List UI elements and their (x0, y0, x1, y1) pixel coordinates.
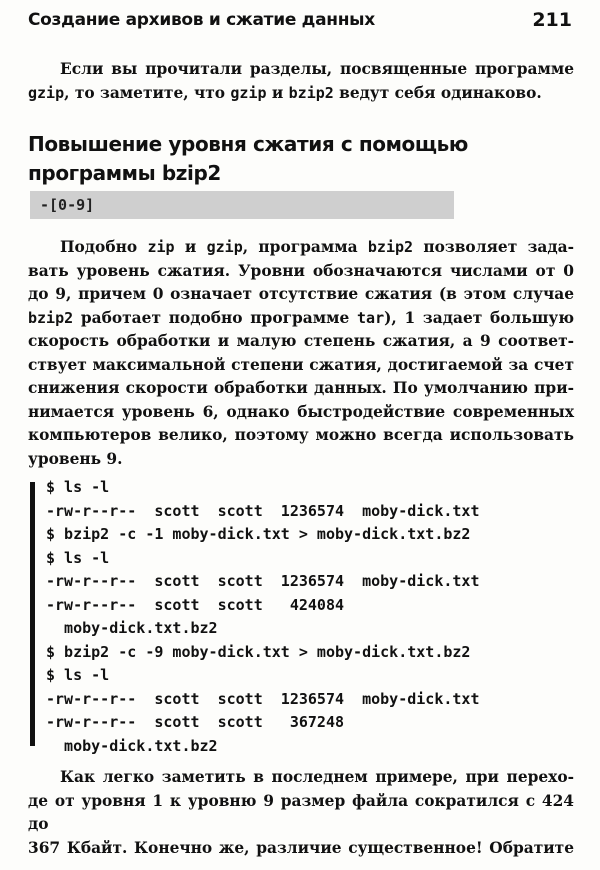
text-line (28, 330, 574, 354)
intro-line: Если вы прочитали разделы, посвященные программе (60, 60, 574, 78)
code-block (46, 476, 576, 758)
code-line: $ bzip2 -c -9 moby-dick.txt > moby-dick.txt.bz2 (46, 642, 471, 661)
running-header (28, 6, 572, 34)
heading-line: Повышение уровня сжатия с помощью (28, 132, 468, 156)
code-line: -rw-r--r-- scott scott 367248 (46, 713, 345, 731)
code-line: $ ls -l (46, 548, 110, 567)
inline-code: bzip2 (367, 238, 414, 256)
line-text: скорость обработки и малую степень сжатия, а 9 соответ- (28, 332, 574, 350)
closing-paragraph (28, 766, 574, 860)
page-number: 211 (532, 9, 572, 31)
line-text (60, 238, 574, 256)
inline-code: bzip2 (288, 83, 334, 102)
inline-code: tar (357, 308, 385, 327)
text-line (28, 283, 574, 307)
text-run: и (174, 238, 207, 256)
text-line (28, 790, 574, 837)
code-line: -rw-r--r-- scott scott 1236574 moby-dick.txt (46, 572, 480, 590)
text-line (28, 307, 574, 331)
code-line: -rw-r--r-- scott scott 424084 (46, 595, 345, 614)
inline-code: gzip (230, 83, 267, 102)
line-text: компьютеров велико, поэтому можно всегда использовать (28, 426, 574, 444)
text-run: и (266, 83, 289, 102)
intro-line (28, 82, 574, 106)
text-line (28, 377, 574, 401)
text-run: ведут себя одинаково. (333, 83, 542, 102)
code-line: -rw-r--r-- scott scott 1236574 moby-dick.txt (46, 689, 480, 708)
code-block-rule (30, 482, 35, 746)
line-text: нимается уровень 6, однако быстродействие современных (28, 402, 574, 421)
line-text: Как легко заметить в последнем примере, при перехо- (60, 768, 574, 786)
text-run: ), 1 задает большую (384, 308, 574, 327)
text-line (28, 236, 574, 260)
text-line (28, 448, 574, 472)
line-text: уровень 9. (28, 449, 123, 468)
text-line (28, 401, 574, 425)
body-paragraph (28, 236, 574, 471)
text-run: , программа (242, 238, 368, 256)
section-heading (28, 130, 574, 188)
inline-code: bzip2 (28, 308, 74, 327)
intro-paragraph (28, 58, 574, 105)
line-text (28, 309, 574, 327)
inline-code: zip (147, 238, 175, 256)
heading-line: программы bzip2 (28, 161, 221, 185)
text-run: , то заметите, что (64, 83, 231, 102)
line-text: до 9, причем 0 означает отсутствие сжатия (в этом случае (28, 285, 574, 303)
inline-code: gzip (28, 83, 65, 102)
text-line (28, 424, 574, 448)
text-line (28, 766, 574, 790)
text-run: работает подобно программе (73, 308, 358, 327)
text-line (28, 354, 574, 378)
option-syntax-bar: -[0-9] (30, 191, 454, 219)
code-line: $ bzip2 -c -1 moby-dick.txt > moby-dick.txt.bz2 (46, 525, 471, 543)
text-line (28, 260, 574, 284)
running-title: Создание архивов и сжатие данных (28, 10, 375, 30)
line-text: ствует максимальной степени сжатия, достигаемой за счет (28, 355, 574, 374)
text-run: Подобно (60, 238, 148, 256)
text-line (28, 837, 574, 861)
line-text: вать уровень сжатия. Уровни обозначаются числами от 0 (28, 261, 574, 280)
code-line: $ ls -l (46, 478, 110, 496)
line-text: де от уровня 1 к уровню 9 размер файла сократился с 424 до (28, 791, 574, 833)
line-text: снижения скорости обработки данных. По умолчанию при- (28, 379, 574, 397)
inline-code: gzip (206, 238, 243, 256)
line-text: 367 Кбайт. Конечно же, различие существенное! Обратите (28, 838, 574, 857)
code-line: -rw-r--r-- scott scott 1236574 moby-dick.txt (46, 501, 480, 520)
code-line: $ ls -l (46, 666, 110, 684)
text-run: позволяет зада- (413, 238, 574, 256)
code-line: moby-dick.txt.bz2 (46, 619, 218, 637)
code-line: moby-dick.txt.bz2 (46, 736, 218, 755)
